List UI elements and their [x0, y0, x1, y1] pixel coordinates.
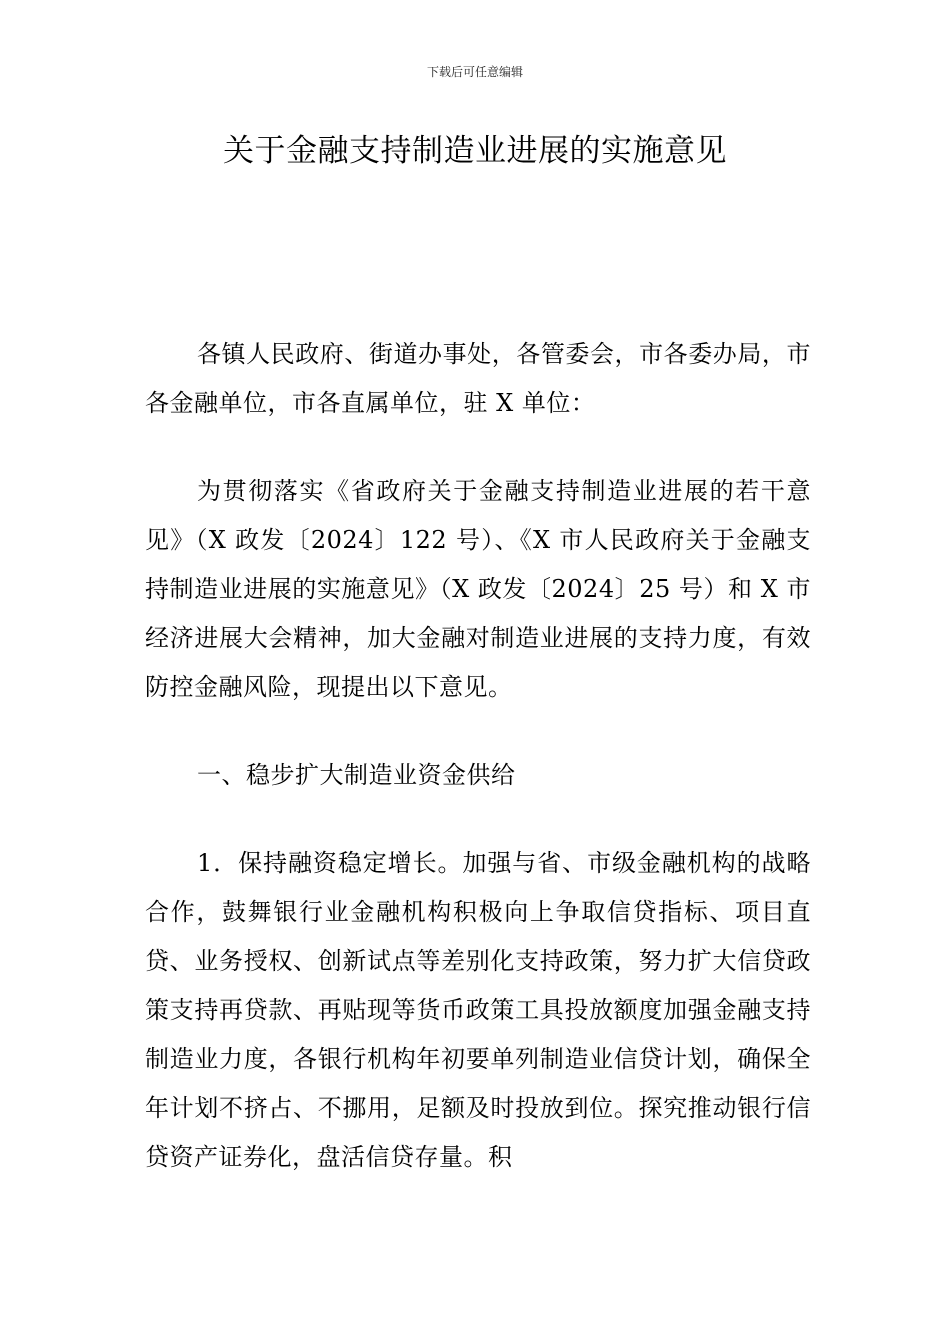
paragraph-gap	[145, 712, 811, 751]
paragraph-intro: 为贯彻落实《省政府关于金融支持制造业进展的若干意见》（X 政发〔2024〕122 号）、《X 市人民政府关于金融支持制造业进展的实施意见》（X 政发〔2024〕25 号）和 X 市经济进展大会精神，加大金融对制造业进展的支持力度，有效防控金融风险，现提出以下意见。	[145, 477, 811, 701]
paragraph-salutation: 各镇人民政府、街道办事处，各管委会，市各委办局，市各金融单位，市各直属单位，驻 X 单位：	[145, 340, 811, 417]
paragraph-gap	[145, 800, 811, 839]
paragraph-item-1: 1．保持融资稳定增长。加强与省、市级金融机构的战略合作，鼓舞银行业金融机构积极向上争取信贷指标、项目直贷、业务授权、创新试点等差别化支持政策，努力扩大信贷政策支持再贷款、再贴现等货币政策工具投放额度加强金融支持制造业力度，各银行机构年初要单列制造业信贷计划，确保全年计划不挤占、不挪用，足额及时投放到位。探究推动银行信贷资产证券化，盘活信贷存量。积	[145, 849, 811, 1171]
header-note: 下载后可任意编辑	[426, 65, 523, 79]
document-title: 关于金融支持制造业进展的实施意见	[223, 133, 727, 169]
section-heading: 一、稳步扩大制造业资金供给	[197, 761, 516, 789]
paragraph-gap	[145, 428, 811, 467]
document-body	[145, 330, 811, 1182]
